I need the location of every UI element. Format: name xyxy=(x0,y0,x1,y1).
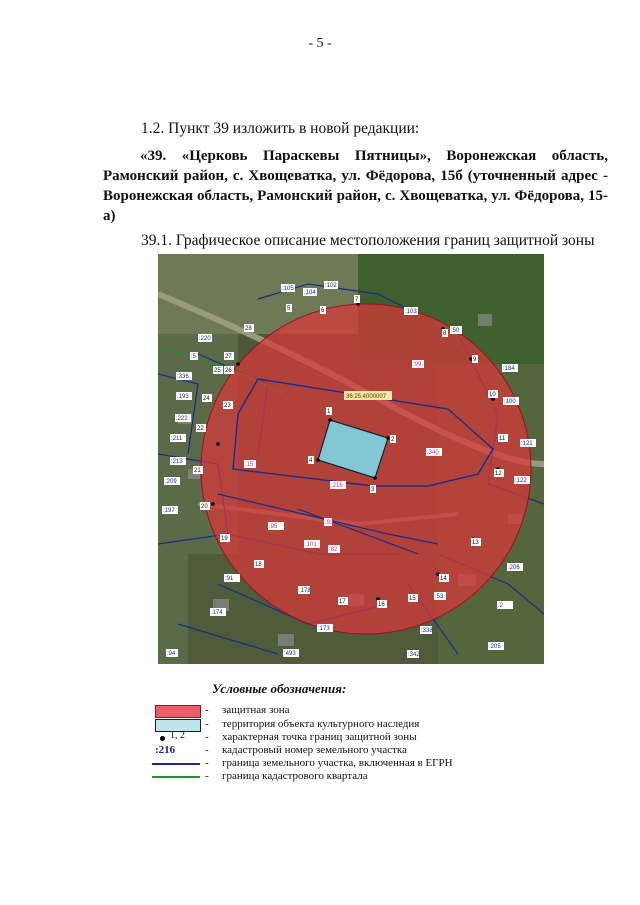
point-label: 2 xyxy=(391,437,395,443)
parcel-label: :95 xyxy=(269,524,278,530)
point-label: 1 xyxy=(327,409,331,415)
parcel-label: :2 xyxy=(498,603,504,609)
point-label: 10 xyxy=(489,392,496,398)
parcel-label: :213 xyxy=(171,459,183,465)
parcel-label: :53 xyxy=(435,594,444,600)
point-label: 22 xyxy=(197,426,204,432)
point-label: 6 xyxy=(321,308,325,314)
paragraph-item-39-1: 39.1. Графическое описание местоположения границ защитной зоны xyxy=(141,232,595,249)
parcel-label: :336 xyxy=(177,374,189,380)
legend-item-label: защитная зона xyxy=(222,704,290,716)
legend-item-quarter-boundary: - граница кадастрового квартала xyxy=(150,770,480,784)
point-label: 28 xyxy=(245,326,252,332)
point-dot-icon xyxy=(160,736,165,741)
legend-item-label: территория объекта культурного наследия xyxy=(222,718,420,730)
parcel-label: :100 xyxy=(504,399,516,405)
parcel-label: :91 xyxy=(225,576,234,582)
legend-item-cadastral: :216 - кадастровый номер земельного участка xyxy=(155,744,407,756)
paragraph-item-1-2: 1.2. Пункт 39 изложить в новой редакции: xyxy=(141,120,420,137)
parcel-label: :342 xyxy=(408,652,420,658)
zone-swatch xyxy=(155,705,201,718)
point-label: 17 xyxy=(339,599,346,605)
point-label: 12 xyxy=(495,471,502,477)
protection-zone-map xyxy=(158,254,544,664)
parcel-label: :82 xyxy=(329,547,338,553)
point-label: 4 xyxy=(309,458,313,464)
parcel-label: :338 xyxy=(421,628,433,634)
point-label: 21 xyxy=(194,468,201,474)
legend-item-parcel-boundary: - граница земельного участка, включенная в ЕГРН xyxy=(150,757,480,771)
point-label: 7 xyxy=(355,297,359,303)
point-label: 5 xyxy=(287,306,291,312)
parcel-label: :93 xyxy=(325,520,334,526)
paragraph-item-39: «39. «Церковь Параскевы Пятницы», Воронежская область, Рамонский район, с. Хвощеватка, ул. Фёдорова, 15б (уточненный адрес - Воронежская область, Рамонский район, с. Хвощеватка, ул. Фёдорова, 15-а) xyxy=(103,148,608,224)
parcel-label: :50 xyxy=(451,328,460,334)
parcel-label: :222 xyxy=(176,416,188,422)
parcel-label: :205 xyxy=(489,644,501,650)
point-label: 26 xyxy=(225,368,232,374)
legend-item-label: характерная точка границ защитной зоны xyxy=(222,731,417,743)
parcel-label: :193 xyxy=(177,394,189,400)
blue-line-swatch xyxy=(152,763,200,765)
parcel-label: :174 xyxy=(211,610,223,616)
legend-item-label: кадастровый номер земельного участка xyxy=(222,744,407,756)
point-label: 8 xyxy=(443,331,447,337)
legend-item-label: граница кадастрового квартала xyxy=(222,770,368,782)
point-label: 23 xyxy=(224,403,231,409)
parcel-label: :15 xyxy=(245,462,254,468)
legend-item-label: граница земельного участка, включенная в ЕГРН xyxy=(222,757,453,769)
parcel-label: :340 xyxy=(427,450,439,456)
parcel-label: :493 xyxy=(284,651,296,657)
parcel-label: :94 xyxy=(167,651,176,657)
point-label: 24 xyxy=(203,396,210,402)
point-label: 19 xyxy=(221,536,228,542)
parcel-label: :104 xyxy=(304,290,316,296)
parcel-label: :197 xyxy=(163,508,175,514)
point-label: 18 xyxy=(255,562,262,568)
point-label: 3 xyxy=(371,487,375,493)
parcel-label: :99 xyxy=(413,362,422,368)
legend-item-zone: - защитная зона xyxy=(150,704,480,718)
legend-item-point: 1, 2 - характерная точка границ защитной зоны xyxy=(150,731,480,745)
point-label: 9 xyxy=(473,357,477,363)
parcel-label: :220 xyxy=(199,336,211,342)
point-label: 20 xyxy=(201,504,208,510)
point-label: 16 xyxy=(378,602,385,608)
parcel-label: :184 xyxy=(503,366,515,372)
parcel-label: :178 xyxy=(299,588,311,594)
legend-item-heritage: - территория объекта культурного наследия xyxy=(150,718,480,732)
parcel-label: :173 xyxy=(318,626,330,632)
point-label: 27 xyxy=(225,354,232,360)
point-label: 14 xyxy=(440,576,447,582)
green-line-swatch xyxy=(152,776,200,778)
parcel-label: :103 xyxy=(405,309,417,315)
parcel-label: :211 xyxy=(171,436,183,442)
page-number: - 5 - xyxy=(308,36,332,51)
quarter-label: 36:25:4000007 xyxy=(346,394,387,400)
parcel-label: :5 xyxy=(191,354,197,360)
parcel-label: :209 xyxy=(165,479,177,485)
point-label: 15 xyxy=(409,596,416,602)
parcel-label: :105 xyxy=(282,286,294,292)
point-label: 25 xyxy=(214,368,221,374)
legend-title: Условные обозначения: xyxy=(212,681,347,696)
parcel-label: :122 xyxy=(515,478,527,484)
parcel-label: :102 xyxy=(325,283,337,289)
point-label: 13 xyxy=(472,540,479,546)
parcel-label: :216 xyxy=(331,483,343,489)
point-label: 11 xyxy=(499,436,506,442)
parcel-label: :121 xyxy=(521,441,533,447)
parcel-label: :206 xyxy=(508,565,520,571)
parcel-label: :101 xyxy=(305,542,317,548)
